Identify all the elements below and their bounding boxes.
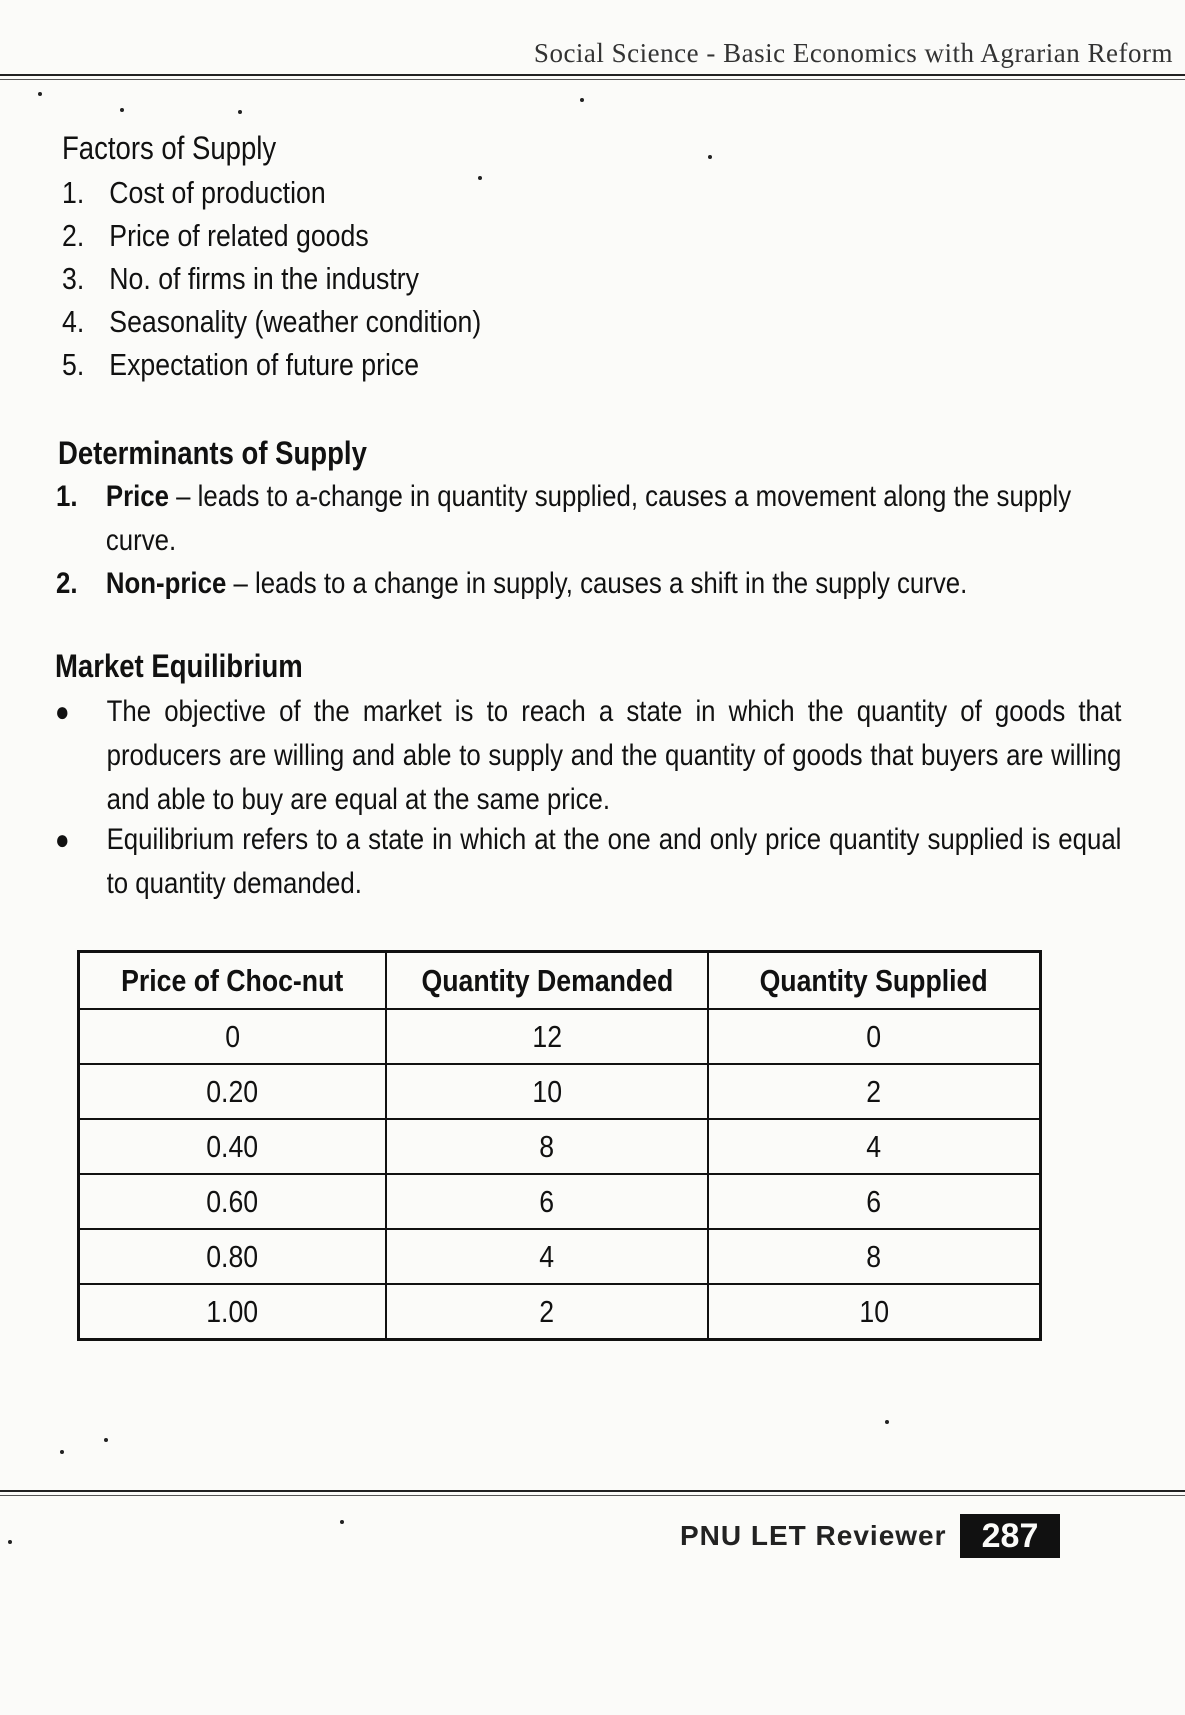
scan-speck — [104, 1438, 108, 1442]
table-cell: 0.60 — [79, 1174, 387, 1229]
bullet-icon: ● — [55, 824, 70, 855]
scan-speck — [60, 1450, 64, 1454]
scan-speck — [478, 176, 482, 180]
determinants-heading: Determinants of Supply — [58, 435, 367, 471]
table-cell: 4 — [708, 1119, 1041, 1174]
header-rule — [0, 74, 1185, 76]
table-row — [79, 1174, 1041, 1229]
column-header: Quantity Supplied — [708, 952, 1041, 1010]
determinant-term: Non-price — [105, 567, 227, 600]
table-cell: 0 — [708, 1009, 1041, 1064]
supply-demand-table — [77, 950, 1042, 1341]
table-row — [79, 1064, 1041, 1119]
table-header-row — [79, 952, 1041, 1010]
table-cell: 0 — [79, 1009, 387, 1064]
running-title: Social Science - Basic Economics with Agrarian Reform — [533, 38, 1173, 68]
scan-speck — [8, 1540, 12, 1544]
scan-speck — [238, 110, 242, 114]
table-cell: 1.00 — [79, 1284, 387, 1340]
bullet-item: ● Equilibrium refers to a state in which at the one and only price quantity supplied is equal to quantity demanded. — [55, 818, 1121, 906]
bullet-icon: ● — [55, 696, 70, 727]
equilibrium-heading: Market Equilibrium — [55, 648, 303, 684]
table-row — [79, 1284, 1041, 1340]
scan-speck — [38, 92, 42, 96]
table-cell: 4 — [386, 1229, 708, 1284]
scan-speck — [340, 1520, 344, 1524]
table-row — [79, 1229, 1041, 1284]
table-cell: 0.40 — [79, 1119, 387, 1174]
factors-heading: Factors of Supply — [62, 130, 277, 166]
determinant-item: 1. Price – leads to a-change in quantity supplied, causes a movement along the supply curve. — [56, 480, 1072, 557]
scan-speck — [708, 155, 712, 159]
scan-speck — [580, 98, 584, 102]
table-row — [79, 1119, 1041, 1174]
scan-speck — [120, 108, 124, 112]
table-cell: 6 — [708, 1174, 1041, 1229]
scan-speck — [885, 1420, 889, 1424]
table-cell: 2 — [386, 1284, 708, 1340]
determinant-item: 2. Non-price – leads to a change in supply, causes a shift in the supply curve. — [56, 567, 968, 600]
column-header: Quantity Demanded — [386, 952, 708, 1010]
table-row — [79, 1009, 1041, 1064]
table-cell: 2 — [708, 1064, 1041, 1119]
footer-label: PNU LET Reviewer — [680, 1520, 947, 1551]
header-rule-thin — [0, 79, 1185, 80]
footer-rule — [0, 1490, 1185, 1492]
table-cell: 8 — [708, 1229, 1041, 1284]
table-cell: 10 — [708, 1284, 1041, 1340]
table-cell: 6 — [386, 1174, 708, 1229]
table-cell: 10 — [386, 1064, 708, 1119]
bullet-item: ● The objective of the market is to reach a state in which the quantity of goods that producers are willing and able to supply and the quantity of goods that buyers are willing and able to buy are equal at the same price. — [55, 690, 1121, 822]
table-cell: 8 — [386, 1119, 708, 1174]
table-cell: 0.20 — [79, 1064, 387, 1119]
footer-rule-thin — [0, 1495, 1185, 1496]
table-cell: 0.80 — [79, 1229, 387, 1284]
determinant-term: Price — [105, 480, 169, 513]
table-cell: 12 — [386, 1009, 708, 1064]
page-header — [0, 38, 1185, 78]
page-number: 287 — [960, 1514, 1060, 1558]
column-header: Price of Choc-nut — [79, 952, 387, 1010]
